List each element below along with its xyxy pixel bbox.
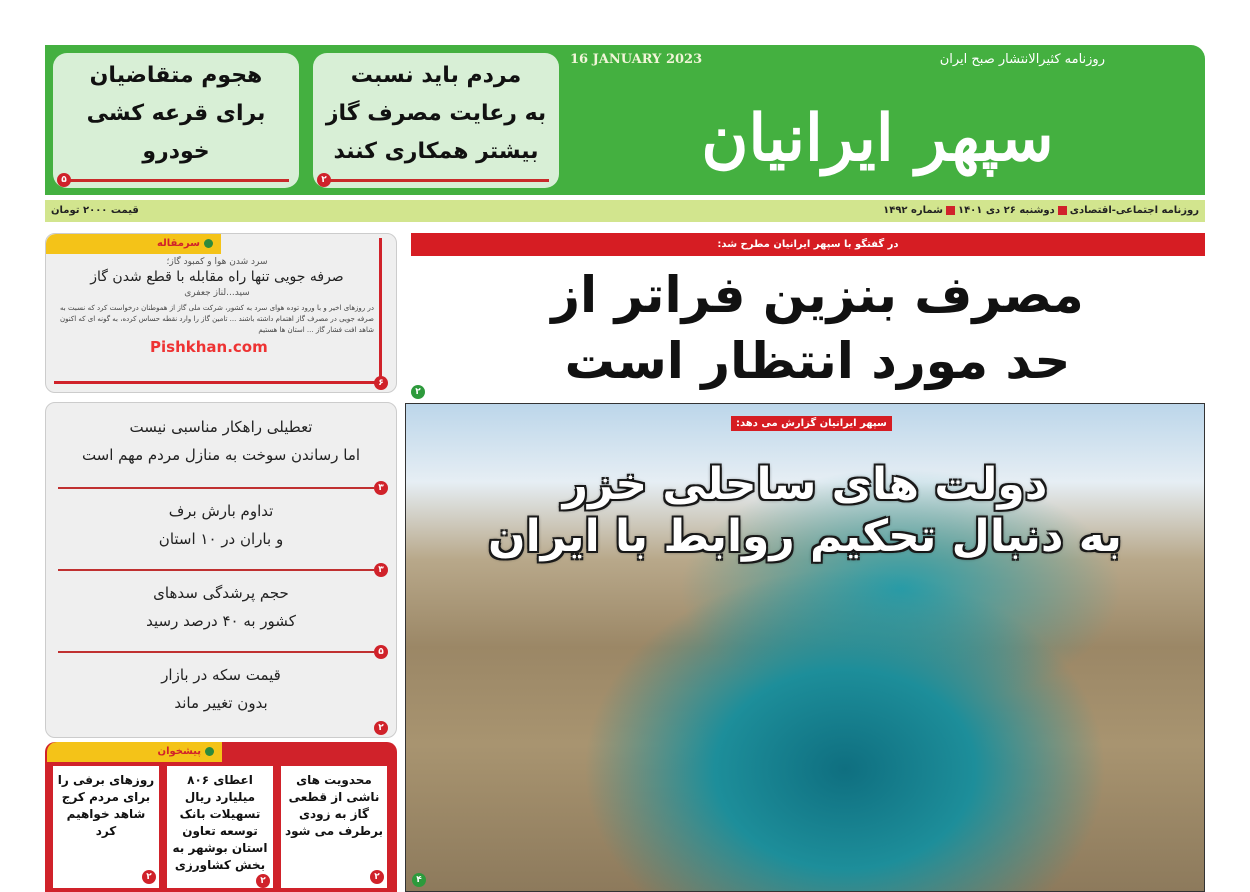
line: بیشتر همکاری کنند (333, 139, 539, 164)
page-number: ۴ (412, 873, 426, 887)
page-number: ۶ (374, 376, 388, 390)
page-number: ۳ (374, 563, 388, 577)
editorial-tag: سرمقاله (46, 234, 221, 254)
date-english: 16 JANUARY 2023 (570, 52, 703, 67)
line: هجوم متقاضیان (89, 63, 263, 88)
editorial-body: در روزهای اخیر و با ورود توده هوای سرد به کشور، شرکت ملی گاز از هموطنان درخواست کرد که نسبت به صرفه جویی در مصرف گاز اهتمام داشته باشند ... تامین گاز را وارد نقطه حساس کرده، به گونه ای که اکنون شاهد افت فشار گاز ... استان ها هستیم (60, 304, 374, 334)
caspian-photo[interactable] (405, 403, 1205, 892)
info-strip (45, 200, 1205, 222)
page-number: ۲ (374, 721, 388, 735)
main-headline[interactable]: مصرف بنزین فراتر از حد مورد انتظار است (551, 266, 1084, 390)
short-news-item[interactable]: قیمت سکه در بازار بدون تغییر ماند ۲ (46, 661, 396, 735)
page-number: ۲ (256, 874, 270, 888)
pishkhan-item[interactable]: روزهای برفی را برای مردم کرج شاهد خواهیم کرد ۲ (53, 766, 159, 888)
photo-headline: دولت های ساحلی خزر به دنبال تحکیم روابط با ایران (488, 459, 1122, 562)
dot-icon (204, 239, 213, 248)
page-number: ۲ (411, 385, 425, 399)
divider (325, 179, 549, 182)
divider (65, 179, 289, 182)
price: قیمت ۲۰۰۰ تومان (51, 205, 139, 216)
issue-number: شماره ۱۴۹۲ (883, 205, 943, 216)
top-story-box[interactable] (313, 53, 559, 188)
page-number: ۲ (142, 870, 156, 884)
page-number: ۲ (317, 173, 331, 187)
short-news-item[interactable]: تعطیلی راهکار مناسبی نیست اما رساندن سوخت به منازل مردم مهم است ۳ (46, 413, 396, 489)
editorial-kicker: سرد شدن هوا و کمبود گاز؛ (166, 257, 268, 267)
masthead (45, 45, 1205, 195)
short-news-list (45, 402, 397, 738)
pishkhan-item[interactable]: محدویت های ناشی از قطعی گاز به زودی برطرف می شود ۲ (281, 766, 387, 888)
paper-type: روزنامه اجتماعی-اقتصادی (1069, 205, 1199, 216)
tagline: روزنامه کثیرالانتشار صبح ایران (939, 52, 1105, 67)
editorial-title: صرفه جویی تنها راه مقابله با قطع شدن گاز (90, 269, 344, 285)
editorial-author: سید...لناز جعفری (184, 288, 250, 298)
newspaper-logo: سپهر ایرانیان (701, 101, 1054, 176)
line: به رعایت مصرف گاز (325, 101, 547, 126)
pishkhan-tag: پیشخوان (47, 742, 222, 762)
page-number: ۵ (57, 173, 71, 187)
top-story-box[interactable] (53, 53, 299, 188)
page-number: ۳ (374, 481, 388, 495)
pishkhan-section (45, 742, 397, 892)
short-news-item[interactable]: تداوم بارش برف و باران در ۱۰ استان ۳ (46, 497, 396, 571)
persian-date: دوشنبه ۲۶ دی ۱۴۰۱ (957, 205, 1055, 216)
dot-icon (205, 747, 214, 756)
photo-kicker: سپهر ایرانیان گزارش می دهد: (731, 416, 892, 431)
editorial[interactable] (45, 233, 397, 393)
main-kicker: در گفتگو با سپهر ایرانیان مطرح شد: (411, 233, 1205, 256)
line: مردم باید نسبت (350, 63, 522, 88)
watermark: Pishkhan.com (150, 338, 268, 356)
page-number: ۲ (370, 870, 384, 884)
line: برای قرعه کشی (86, 101, 266, 126)
short-news-item[interactable]: حجم پرشدگی سدهای کشور به ۴۰ درصد رسید ۵ (46, 579, 396, 653)
page-number: ۵ (374, 645, 388, 659)
pishkhan-item[interactable]: اعطای ۸۰۶ میلیارد ریال تسهیلات بانک توسعه تعاون استان بوشهر به بخش کشاورزی ۲ (167, 766, 273, 888)
line: خودرو (142, 139, 210, 164)
